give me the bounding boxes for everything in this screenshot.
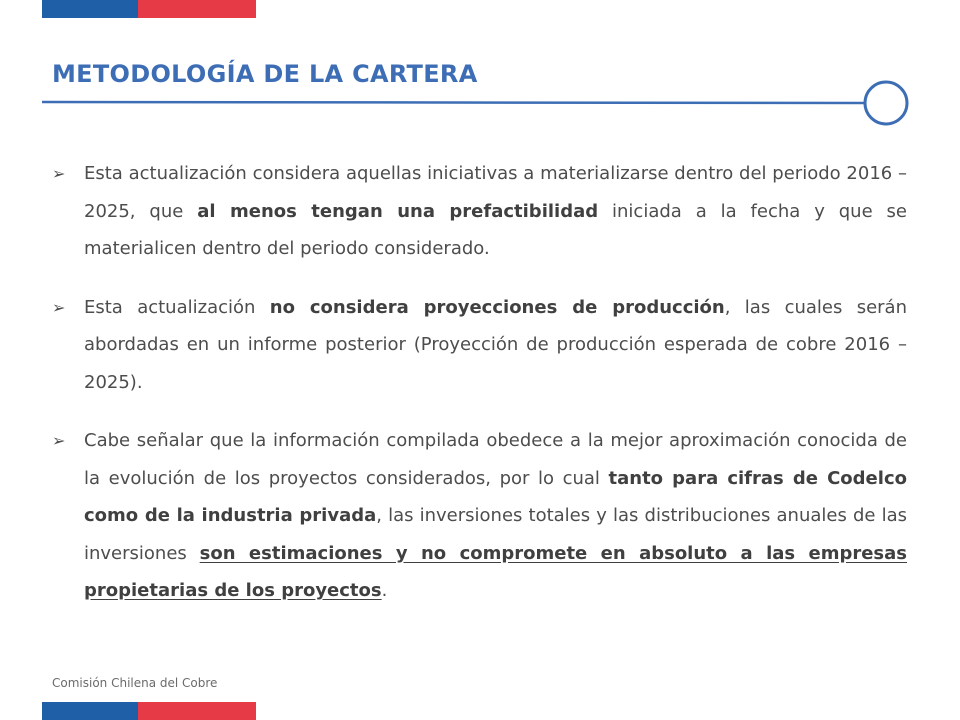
bullet-list bbox=[52, 155, 907, 631]
circle-ornament-icon bbox=[865, 82, 907, 124]
bullet-item bbox=[52, 155, 907, 268]
text-segment: iniciada a la fecha y que se materialicen dentro del periodo considerado. bbox=[84, 200, 907, 259]
emphasis-segment: tanto para cifras de Codelco como de la industria privada bbox=[84, 467, 907, 526]
bullet-item bbox=[52, 289, 907, 402]
bullet-text bbox=[84, 155, 907, 268]
page-title: METODOLOGÍA DE LA CARTERA bbox=[52, 60, 478, 88]
arrowhead-icon: ➢ bbox=[52, 297, 66, 317]
flag-stripe-top bbox=[42, 0, 256, 18]
bullet-text bbox=[84, 289, 907, 402]
text-segment: Esta actualización bbox=[84, 296, 270, 318]
bullet-text bbox=[84, 422, 907, 610]
text-segment: , las inversiones totales y las distribuciones anuales de las inversiones bbox=[84, 505, 907, 564]
emphasis-segment: no considera proyecciones de producción bbox=[269, 296, 725, 318]
emphasis-segment: son estimaciones y no compromete en absoluto a las empresas propietarias de los proyectos bbox=[84, 542, 907, 601]
text-segment: , las cuales serán abordadas en un informe posterior (Proyección de producción esperada de cobre 2016 – 2025). bbox=[84, 296, 908, 393]
flag-stripe-bottom bbox=[42, 702, 256, 720]
footer-organization: Comisión Chilena del Cobre bbox=[52, 676, 218, 690]
text-segment: Cabe señalar que la información compilada obedece a la mejor aproximación conocida de la evolución de los proyectos considerados, por lo cual bbox=[84, 430, 907, 489]
arrowhead-icon: ➢ bbox=[52, 164, 66, 183]
text-segment: . bbox=[381, 580, 388, 601]
flag-blue-segment bbox=[42, 0, 138, 18]
flag-red-segment bbox=[138, 0, 256, 18]
title-underline-decoration bbox=[0, 76, 960, 136]
flag-blue-segment bbox=[42, 702, 138, 720]
title-underline bbox=[42, 102, 864, 103]
flag-red-segment bbox=[138, 702, 256, 720]
text-segment: Esta actualización considera aquellas iniciativas a materializarse dentro del periodo 2016 – 2025, que bbox=[84, 163, 907, 222]
emphasis-segment: al menos tengan una prefactibilidad bbox=[197, 200, 599, 222]
bullet-item bbox=[52, 422, 907, 610]
arrowhead-icon: ➢ bbox=[52, 431, 66, 450]
